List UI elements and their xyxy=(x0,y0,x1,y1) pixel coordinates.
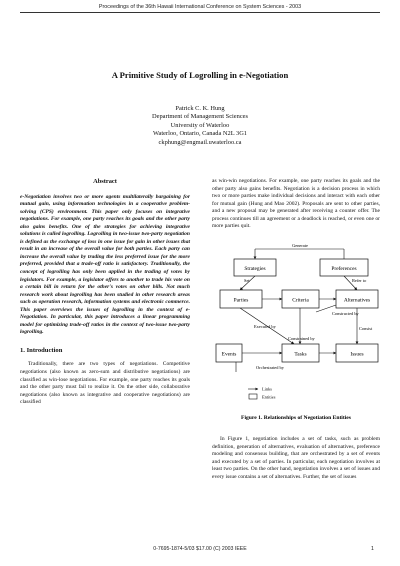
node-parties-label: Parties xyxy=(233,297,249,304)
node-preferences-label: Preferences xyxy=(331,266,357,272)
page-footer: 0-7695-1874-5/03 $17.00 (C) 2003 IEEE xyxy=(153,546,247,552)
relationship-diagram xyxy=(212,240,380,428)
figure-caption: Figure 1. Relationships of Negotiation Entities xyxy=(241,415,351,421)
running-header: Proceedings of the 36th Hawaii International Conference on System Sciences - 2003 xyxy=(98,4,302,10)
legend-links: Links xyxy=(262,386,273,392)
abstract-text: e-Negotiation involves two or more agents multilaterally bargaining for mutual gain, using information technologies in a cooperative problem-solving (CPS) environment. This paper only focuses on integrative negotiations. For example, one party reaches its goals and the other party also gains benefits. One of the strategies for achieving integrative solutions is called logrolling. Logrolling in two-issue two-party negotiation is defined as the exchange of loss in one issue for gain in other issues that result in an increase of the overall value for both parties. Each party can increase the overall value by trading the less preferred issue for the more preferred, provided that a trade-off ratio is satisfactory. Traditionally, the concept of logrolling has only been applied in the trading of votes by legislators. For example, a legislator offers to another to trade his vote on a certain bill in return for the other's votes on other bills. Not much research work about logrolling has been studied in other research areas such as operation research, information systems and electronic commerce. This paper overviews the issues of logrolling in the context of e-Negotiation. In particular, this paper introduces a linear programming model for optimizing trade-off ratios in the context of two-issue two-party logrolling. xyxy=(20,193,190,336)
right-column-bottom xyxy=(212,436,380,481)
author-email: ckphung@engmail.uwaterloo.ca xyxy=(158,138,242,146)
introduction-heading: 1. Introduction xyxy=(20,346,63,354)
label-constrained-by: Constrained by xyxy=(288,336,315,341)
label-constructed-by: Constructed by xyxy=(332,311,359,316)
label-generate: Generate xyxy=(292,243,308,248)
figure-1 xyxy=(212,240,380,428)
legend-entities: Entities xyxy=(262,394,276,400)
label-orchestrated-by: Orchestrated by xyxy=(256,365,284,370)
author-university: University of Waterloo xyxy=(170,121,230,129)
node-alternatives-label: Alternatives xyxy=(343,297,371,304)
label-consist: Consist xyxy=(359,326,373,331)
abstract-heading: Abstract xyxy=(93,178,117,185)
right-column-top xyxy=(212,178,380,231)
author-department: Department of Management Sciences xyxy=(152,113,248,121)
author-block xyxy=(0,105,400,147)
node-events-label: Events xyxy=(221,351,237,358)
node-issues-label: Issues xyxy=(350,351,364,358)
paper-title: A Primitive Study of Logrolling in e-Negotiation xyxy=(111,70,289,80)
legend-entities-marker xyxy=(249,394,257,399)
label-executed-by: Executed by xyxy=(254,324,276,329)
right-column-bottom-text: In Figure 1, negotiation includes a set of tasks, such as problem definition, generation of alternatives, evaluation of alternatives, preference modeling and consensus building, that are orchestrated by a set of events and executed by a set of parties. In particular, each negotiation involves at least two parties. On the other hand, negotiation involves a set of issues and every issue contains a set of alternatives. Further, the set of issues xyxy=(212,436,380,480)
right-column-top-text: as win-win negotiations. For example, one party reaches its goals and the other party also gains benefits. Negotiation is a decision process in which two or more parties make individual decisions and interact with each other for mutual gain (Hung and Mao 2002). Proposals are sent to other parties, and a new proposal may be generated after receiving a counter offer. The process continues till an agreement or a deadlock is reached, or even one or more parties quit. xyxy=(212,178,380,230)
node-strategies-label: Strategies xyxy=(244,266,266,272)
node-tasks-label: Tasks xyxy=(294,351,307,358)
label-refer-to: Refer to xyxy=(352,278,367,283)
node-criteria-label: Criteria xyxy=(292,297,309,304)
left-column xyxy=(20,178,190,407)
header-rule xyxy=(20,12,380,13)
page-number: 1 xyxy=(371,546,374,552)
author-name: Patrick C. K. Hung xyxy=(175,105,225,112)
label-set: Set xyxy=(244,278,250,283)
author-location: Waterloo, Ontario, Canada N2L 3G1 xyxy=(152,130,247,138)
introduction-text: Traditionally, there are two types of negotiations. Competitive negotiations (also known as zero-sum and distributive negotiations) are classified as win-lose negotiations. For example, one party reaches its goals and the other party must fail to realize it. On the other side, collaborative negotiations (also known as integrative and cooperative negotiations) are classified xyxy=(20,361,190,406)
